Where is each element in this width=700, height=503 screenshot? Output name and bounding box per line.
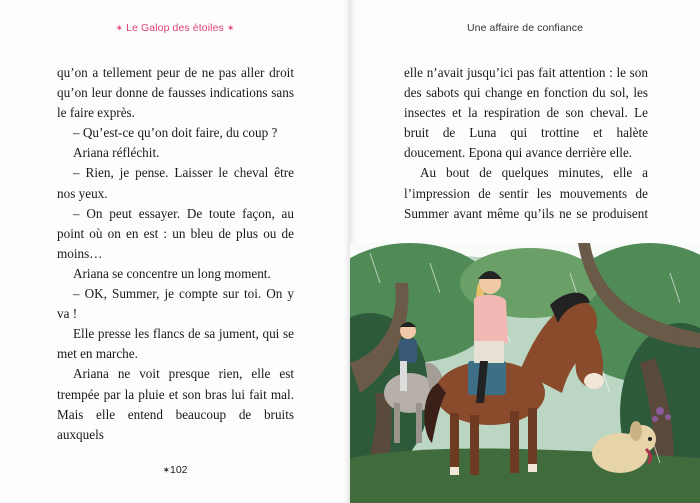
chapter-title: Une affaire de confiance <box>466 22 584 34</box>
paragraph: – OK, Summer, je compte sur toi. On y va ! <box>57 286 294 322</box>
paragraph: qu’on a tellement peur de ne pas aller droit qu’on leur donne de fausses indications sans le faire exprès. <box>57 65 294 121</box>
right-page <box>350 0 700 503</box>
forest-riders-illustration <box>350 243 700 503</box>
paragraph: Ariana ne voit presque rien, elle est trempée par la pluie et son bras lui fait mal. Mais elle entend beaucoup de bruits auxquels <box>57 366 294 442</box>
paragraph: Elle presse les flancs de sa jument, qui se met en marche. <box>57 326 294 362</box>
series-title: Le Galop des étoiles <box>126 22 224 34</box>
paragraph: Ariana réfléchit. <box>73 145 160 161</box>
star-icon: ✶ <box>226 23 235 33</box>
paragraph: Au bout de quelques minutes, elle a l’impression de sentir les mouvements de Summer avant même qu’ils ne se produisent <box>404 165 648 221</box>
star-icon: ✶ <box>162 465 170 475</box>
left-body-text <box>57 63 294 445</box>
paragraph: – Qu’est-ce qu’on doit faire, du coup ? <box>73 125 278 141</box>
page-number <box>0 464 350 476</box>
paragraph: elle n’avait jusqu’ici pas fait attention : le son des sabots qui change en fonction du sol, les insectes et la respiration de son cheval. Le bruit de Luna qui trottine et halète doucement. Epona qui avance derrière elle. <box>404 65 648 161</box>
paragraph: Ariana se concentre un long moment. <box>73 265 271 281</box>
paragraph: – Rien, je pense. Laisser le cheval être nos yeux. <box>57 165 294 201</box>
paragraph: – On peut essayer. De toute façon, au point où on en est : un bleu de plus ou de moins… <box>57 205 294 261</box>
right-body-text <box>404 63 648 224</box>
star-icon: ✶ <box>115 23 124 33</box>
left-running-head <box>0 22 350 34</box>
page-number-value: 102 <box>170 464 188 476</box>
illustration-svg <box>350 243 700 503</box>
